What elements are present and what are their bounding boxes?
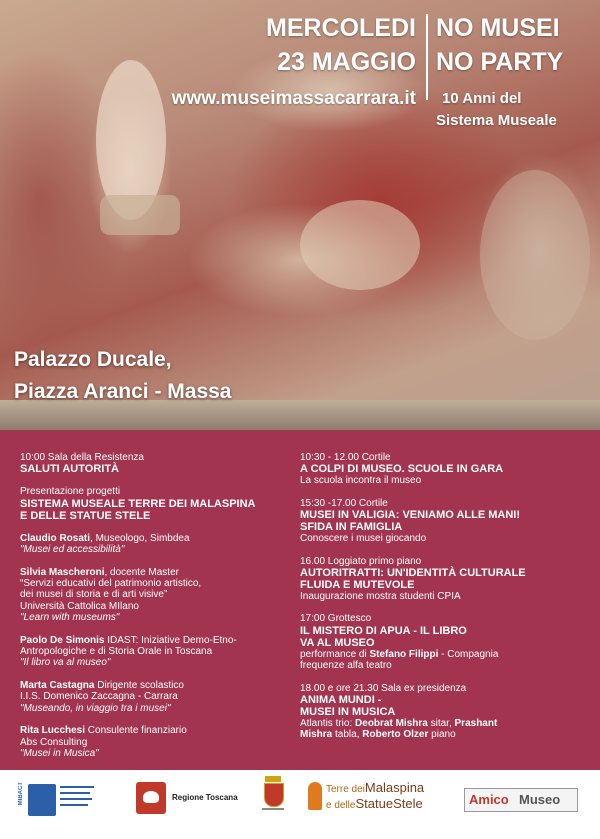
- item-time: 17:00 Grottesco: [300, 613, 372, 625]
- regione-toscana-label: Regione Toscana: [172, 793, 238, 802]
- item-desc: performance di: [300, 648, 370, 660]
- pegasus-icon: [136, 782, 166, 814]
- statue-word: Statue: [355, 796, 394, 811]
- performer-name: Mishra: [300, 729, 333, 741]
- talk-title: "Museando, in viaggio tra i musei": [20, 702, 171, 714]
- speaker-detail: Università Cattolica MIlano: [20, 600, 139, 612]
- program-left-column: [20, 452, 282, 770]
- event-title-line2: NO PARTY: [436, 48, 564, 76]
- item-intro: Presentazione progetti: [20, 486, 121, 498]
- speaker-name: Rita Lucchesi: [20, 725, 86, 737]
- speaker-detail: dei musei di storia e di arti visive”: [20, 589, 168, 601]
- item-title: AUTORITRATTI: UN'IDENTITÀ CULTURALE: [300, 567, 526, 580]
- regione-toscana-logo: [136, 782, 246, 818]
- program-right-column: [300, 452, 590, 752]
- event-subtitle-line2: Sistema Museale: [436, 112, 557, 129]
- program-item: [300, 556, 590, 603]
- item-desc: Atlantis trio:: [300, 718, 356, 730]
- speaker-role: Dirigente scolastico: [94, 679, 184, 691]
- item-desc: - Compagnia: [438, 648, 499, 660]
- malaspina-word: Malaspina: [364, 780, 425, 795]
- speaker-item: [20, 725, 282, 759]
- item-time: 18.00 e ore 21.30 Sala ex presidenza: [300, 682, 467, 694]
- item-title: SISTEMA MUSEALE TERRE DEI MALASPINA: [20, 497, 256, 510]
- item-title: A COLPI DI MUSEO. SCUOLE IN GARA: [300, 463, 504, 476]
- performer-name: Stefano Filippi: [369, 648, 439, 660]
- item-title: SFIDA IN FAMIGLIA: [300, 521, 403, 534]
- speaker-name: Paolo De Simonis: [20, 634, 105, 646]
- fresco-ornament-shape: [480, 170, 590, 340]
- event-title-line1: NO MUSEI: [436, 14, 560, 42]
- event-day: MERCOLEDI: [266, 14, 416, 42]
- speaker-role: IDAST: Iniziative Demo-Etno-: [104, 634, 237, 646]
- sponsor-logos-bar: [0, 770, 600, 839]
- item-title: E DELLE STATUE STELE: [20, 509, 151, 522]
- mibact-logo: [18, 780, 98, 826]
- speaker-item: [20, 680, 282, 714]
- stele-icon: [308, 782, 322, 810]
- item-title: SALUTI AUTORITÀ: [20, 463, 119, 476]
- item-desc: sitar,: [427, 718, 455, 730]
- program-item: [20, 452, 282, 475]
- venue-line2: Piazza Aranci - Massa: [14, 380, 232, 403]
- stele-word: Stele: [393, 796, 423, 811]
- speaker-detail: Antropologiche e di Storia Orale in Toscana: [20, 646, 213, 658]
- performer-name: Prashant: [454, 718, 498, 730]
- amico-museo-logo: [464, 788, 578, 812]
- performer-name: Roberto Olzer: [362, 729, 429, 741]
- item-title: FLUIDA E MUTEVOLE: [300, 579, 415, 592]
- speaker-name: Silvia Mascheroni: [20, 566, 105, 578]
- program-item: [300, 452, 590, 487]
- talk-title: "Learn with museums": [20, 612, 120, 624]
- item-desc: Inaugurazione mostra studenti CPIA: [300, 591, 461, 603]
- item-time: 15:30 -17.00 Cortile: [300, 497, 388, 509]
- museo-word: Museo: [519, 792, 561, 807]
- item-title: MUSEI IN VALIGIA: VENIAMO ALLE MANI!: [300, 509, 520, 522]
- item-desc: piano: [428, 729, 456, 741]
- speaker-detail: I.I.S. Domenico Zaccagna - Carrara: [20, 691, 178, 703]
- speaker-role: Consulente finanziario: [85, 725, 187, 737]
- fresco-scroll-shape: [300, 200, 420, 290]
- speaker-item: [20, 533, 282, 556]
- event-date: 23 MAGGIO: [277, 48, 416, 76]
- item-time: 16.00 Loggiato primo piano: [300, 555, 422, 567]
- item-desc: tabla,: [332, 729, 363, 741]
- header-divider: [426, 14, 428, 100]
- speaker-name: Marta Castagna: [20, 679, 95, 691]
- item-title: VA AL MUSEO: [300, 636, 375, 649]
- speaker-item: [20, 567, 282, 624]
- fresco-vase-shape: [100, 195, 180, 235]
- venue-line1: Palazzo Ducale,: [14, 348, 172, 371]
- terre-word: Terre dei: [326, 784, 365, 795]
- mibact-emblem-icon: [28, 784, 56, 816]
- delle-word: e delle: [326, 800, 356, 811]
- item-desc: La scuola incontra il museo: [300, 475, 422, 487]
- event-subtitle-line1: 10 Anni del: [442, 90, 522, 107]
- terre-malaspina-logo: [308, 778, 438, 818]
- mibact-label: MIBACT: [18, 782, 24, 806]
- program-item: [300, 498, 590, 545]
- talk-title: "Musei ed accessibilità": [20, 544, 125, 556]
- item-title: IL MISTERO DI APUA - IL LIBRO: [300, 624, 467, 637]
- comune-crest-icon: [262, 776, 284, 818]
- program-item: [300, 613, 590, 671]
- item-title: ANIMA MUNDI -: [300, 694, 382, 707]
- website-link[interactable]: www.museimassacarrara.it: [171, 88, 416, 109]
- item-title: MUSEI IN MUSICA: [300, 706, 396, 719]
- talk-title: "Il libro va al museo": [20, 657, 111, 669]
- item-desc: Conoscere i musei giocando: [300, 533, 427, 545]
- speaker-item: [20, 635, 282, 669]
- performer-name: Deobrat Mishra: [355, 718, 428, 730]
- talk-title: "Musei in Musica": [20, 747, 99, 759]
- item-desc: frequenze alfa teatro: [300, 660, 392, 672]
- item-time: 10:30 - 12.00 Cortile: [300, 452, 391, 463]
- fresco-bottom-band: [0, 400, 600, 430]
- item-time: 10:00 Sala della Resistenza: [20, 452, 144, 463]
- program-item: [300, 683, 590, 741]
- program-item: [20, 486, 282, 521]
- amico-word: Amico: [469, 792, 509, 807]
- speaker-detail: Abs Consulting: [20, 736, 88, 748]
- speaker-role: , docente Master: [104, 566, 179, 578]
- speaker-detail: “Servizi educativi del patrimonio artistico,: [20, 578, 202, 590]
- speaker-role: , Museologo, Simbdea: [90, 532, 190, 544]
- speaker-name: Claudio Rosati: [20, 532, 91, 544]
